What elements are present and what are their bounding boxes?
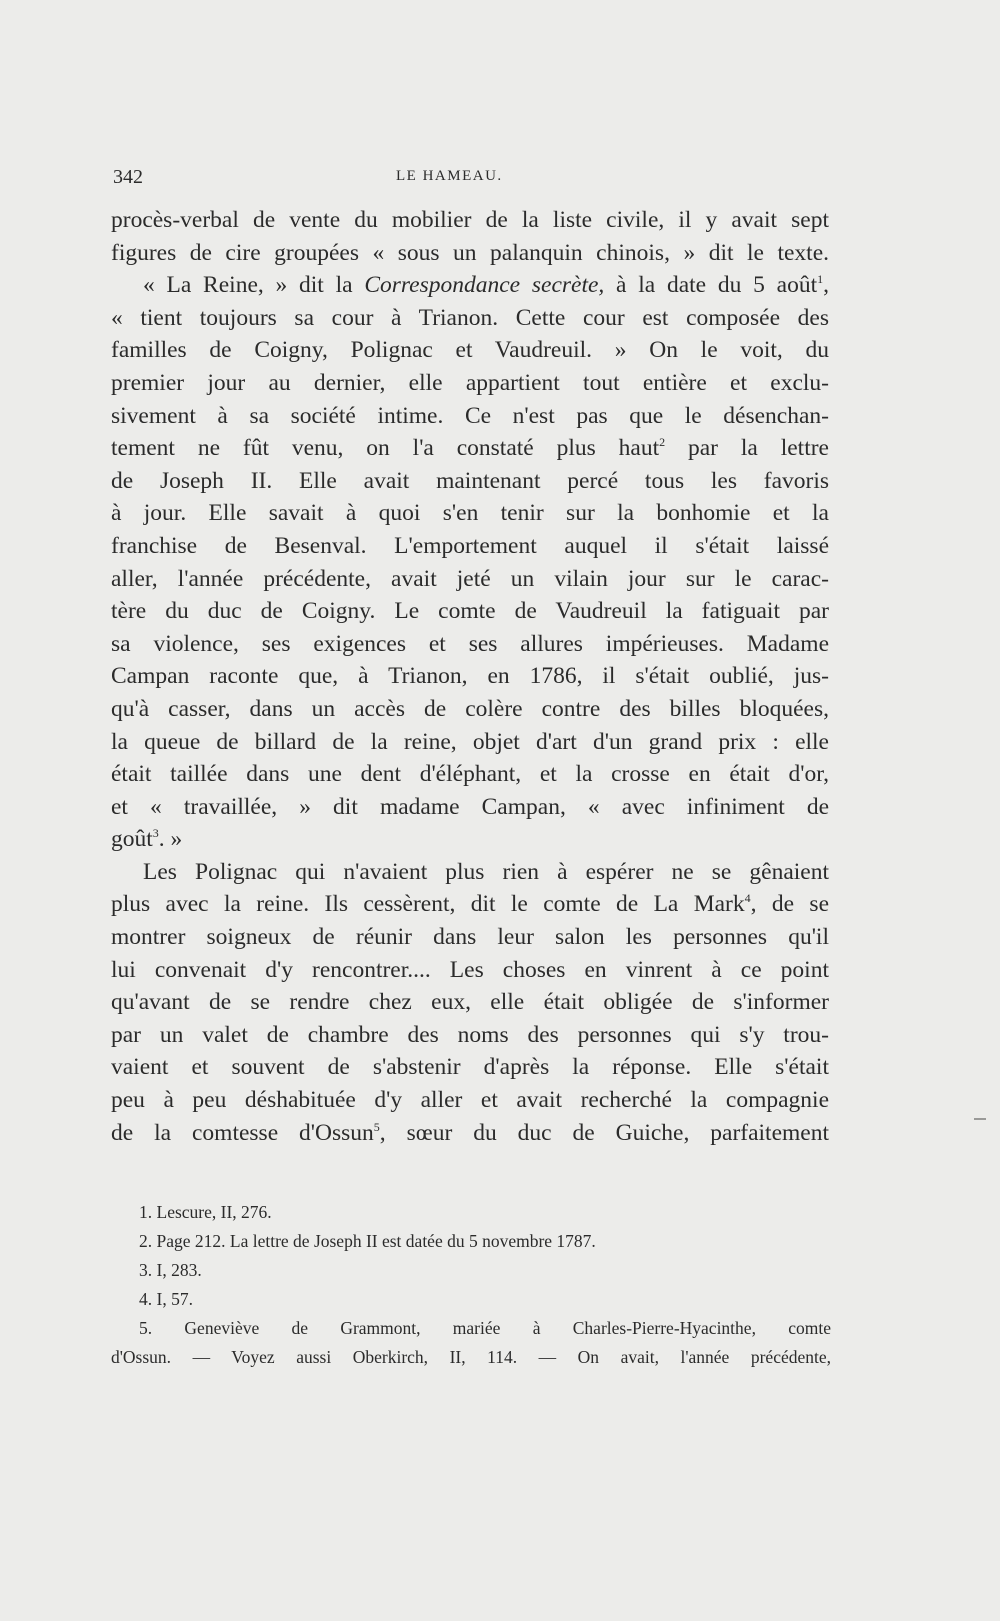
running-title: LE HAMEAU. bbox=[396, 168, 503, 184]
text-line: procès-verbal de vente du mobilier de la liste civile, il y avait sept bbox=[111, 207, 829, 233]
line-text: . » bbox=[158, 826, 183, 853]
line-text: tement ne fût venu, on l'a constaté plus haut bbox=[111, 435, 660, 462]
footnote: 3. I, 283. bbox=[139, 1260, 202, 1280]
text-line: franchise de Besenval. L'emportement auquel il s'était laissé bbox=[111, 532, 829, 559]
text-line: et « travaillée, » dit madame Campan, « avec infiniment de bbox=[111, 793, 829, 820]
line-text: , de se bbox=[750, 891, 829, 918]
line-text: , bbox=[379, 1119, 407, 1146]
text-line: qu'à casser, dans un accès de colère contre des billes bloquées, bbox=[111, 695, 829, 722]
footnote-ref: 5 bbox=[373, 1119, 380, 1134]
italic-title: Correspondance secrète, bbox=[364, 272, 605, 299]
line-text: à la date du 5 août bbox=[604, 272, 818, 299]
text-line bbox=[111, 1117, 829, 1150]
footnote-ref: 4 bbox=[744, 891, 751, 906]
footnote: 5. Geneviève de Grammont, mariée à Charles-Pierre-Hyacinthe, comte bbox=[139, 1318, 831, 1338]
line-text: sœur du duc de Guiche, parfaitement bbox=[406, 1119, 829, 1146]
text-line: qu'avant de se rendre chez eux, elle était obligée de s'informer bbox=[111, 989, 829, 1016]
text-line: Les Polignac qui n'avaient plus rien à espérer ne se gênaient bbox=[143, 858, 829, 885]
text-line: vaient et souvent de s'abstenir d'après la réponse. Elle s'était bbox=[111, 1054, 829, 1081]
text-line bbox=[111, 888, 829, 921]
footnote-ref: 1 bbox=[817, 272, 824, 287]
margin-mark bbox=[974, 1118, 986, 1120]
page-number: 342 bbox=[113, 166, 143, 188]
text-line bbox=[111, 823, 829, 856]
footnote-ref: 2 bbox=[659, 435, 666, 450]
text-line: Campan raconte que, à Trianon, en 1786, il s'était oublié, jus- bbox=[111, 663, 829, 690]
text-line: par un valet de chambre des noms des personnes qui s'y trou- bbox=[111, 1021, 829, 1048]
text-line: était taillée dans une dent d'éléphant, et la crosse en était d'or, bbox=[111, 761, 829, 788]
text-line: figures de cire groupées « sous un palanquin chinois, » dit le texte. bbox=[111, 239, 829, 266]
line-text: « La Reine, » dit la bbox=[143, 272, 365, 299]
text-line: la queue de billard de la reine, objet d'art d'un grand prix : elle bbox=[111, 728, 829, 755]
footnote-ref: 3 bbox=[152, 826, 159, 841]
text-line: montrer soigneux de réunir dans leur salon les personnes qu'il bbox=[111, 924, 829, 951]
footnote-continuation: d'Ossun. — Voyez aussi Oberkirch, II, 114. — On avait, l'année précédente, bbox=[111, 1347, 831, 1367]
text-line: « La Reine, » dit la Correspondance secrète, à la date du 5 août$^1$, bbox=[143, 272, 829, 299]
text-line: lui convenait d'y rencontrer.... Les choses en vinrent à ce point bbox=[111, 956, 829, 983]
text-line: sivement à sa société intime. Ce n'est pas que le désenchan- bbox=[111, 402, 829, 429]
text-line: familles de Coigny, Polignac et Vaudreuil. » On le voit, du bbox=[111, 337, 829, 364]
footnotes bbox=[111, 1198, 831, 1372]
page-header bbox=[113, 166, 833, 196]
text-line: sa violence, ses exigences et ses allures impérieuses. Madame bbox=[111, 630, 829, 657]
footnote: 1. Lescure, II, 276. bbox=[139, 1202, 272, 1222]
text-line: premier jour au dernier, elle appartient tout entière et exclu- bbox=[111, 369, 829, 396]
text-line: tère du duc de Coigny. Le comte de Vaudreuil la fatiguait par bbox=[111, 598, 829, 625]
text-line: aller, l'année précédente, avait jeté un vilain jour sur le carac- bbox=[111, 565, 829, 592]
footnote: 2. Page 212. La lettre de Joseph II est datée du 5 novembre 1787. bbox=[139, 1231, 596, 1251]
body-text bbox=[111, 204, 829, 1149]
text-line: « tient toujours sa cour à Trianon. Cette cour est composée des bbox=[111, 304, 829, 331]
text-line: de Joseph II. Elle avait maintenant percé tous les favoris bbox=[111, 467, 829, 494]
line-text: plus avec la reine. Ils cessèrent, dit le comte de La Mark bbox=[111, 891, 745, 918]
line-text: de la comtesse d'Ossun bbox=[111, 1119, 374, 1146]
line-text: goût bbox=[111, 826, 153, 853]
line-text: par la lettre bbox=[665, 435, 829, 462]
text-line: peu à peu déshabituée d'y aller et avait recherché la compagnie bbox=[111, 1087, 829, 1114]
text-line bbox=[111, 432, 829, 465]
text-line: à jour. Elle savait à quoi s'en tenir sur la bonhomie et la bbox=[111, 500, 829, 527]
footnote: 4. I, 57. bbox=[139, 1289, 193, 1309]
